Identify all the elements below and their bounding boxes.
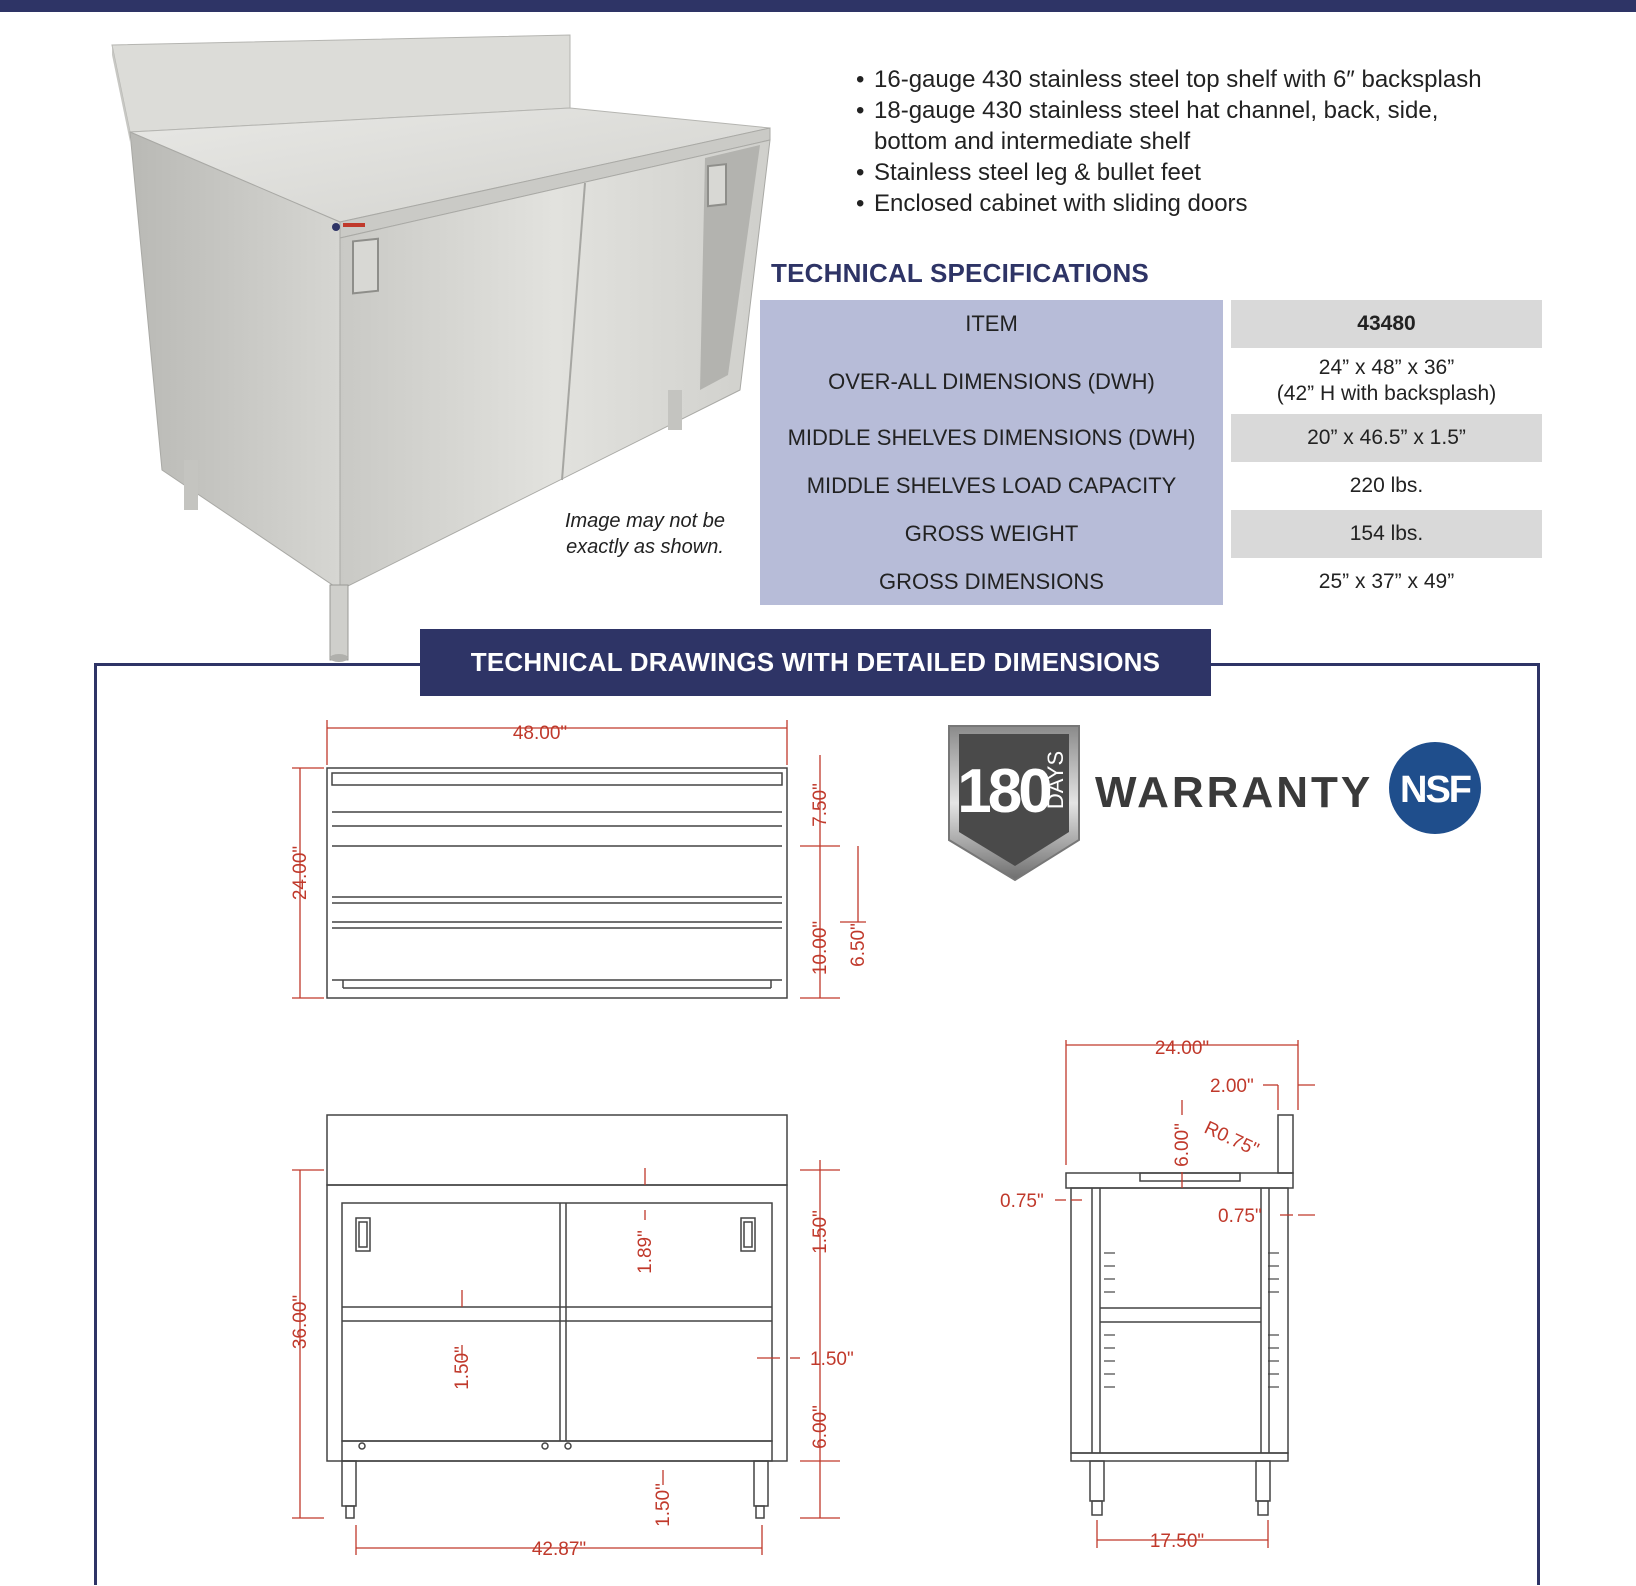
dim-side-depth: 24.00" [1154,1038,1210,1059]
dim-front-side: 1.50" [810,1349,854,1370]
spec-label: GROSS DIMENSIONS [879,569,1104,594]
dim-side-legs: 17.50" [1149,1531,1205,1552]
spec-value-line1: 24” x 48” x 36” [1318,356,1455,379]
feature-text: 18-gauge 430 stainless steel hat channel, back, side, [874,97,1439,124]
dim-top-d1: 7.50" [810,783,831,827]
spec-value: 154 lbs. [1231,510,1542,558]
dim-front-top: 1.50" [810,1210,831,1254]
dim-front-shelf: 1.50" [452,1346,473,1390]
spec-label: GROSS WEIGHT [904,521,1079,546]
dim-top-d3: 6.50" [848,923,869,967]
feature-text: Enclosed cabinet with sliding doors [874,190,1248,217]
spec-value: 220 lbs. [1349,474,1424,497]
spec-value: 25” x 37” x 49” [1318,570,1455,593]
dim-front-handle: 1.89" [635,1230,656,1274]
dim-side-splash-height: 6.00" [1172,1123,1193,1167]
drawings-title: TECHNICAL DRAWINGS WITH DETAILED DIMENSIONS [420,629,1211,696]
dim-top-d2: 10.00" [810,920,831,976]
spec-value-line2: (42” H with backsplash) [1276,382,1497,405]
spec-label: MIDDLE SHELVES DIMENSIONS (DWH) [787,425,1196,450]
warranty-badge [945,720,1505,890]
dim-front-height: 36.00" [290,1294,311,1350]
badge-warranty: WARRANTY [1095,768,1374,817]
badge-days-word: DAYS [1043,750,1068,810]
spec-label: MIDDLE SHELVES LOAD CAPACITY [806,473,1177,498]
dim-top-width: 48.00" [512,723,568,744]
dim-side-splash: 2.00" [1210,1076,1254,1097]
spec-label: OVER-ALL DIMENSIONS (DWH) [828,369,1155,394]
dim-front-foot: 1.50" [653,1483,674,1527]
dim-front-bottom: 6.00" [810,1405,831,1449]
dim-top-depth: 24.00" [290,845,311,901]
feature-text: Stainless steel leg & bullet feet [874,159,1201,186]
spec-value: 20” x 46.5” x 1.5” [1231,414,1542,462]
dim-side-right: 0.75" [1218,1206,1262,1227]
nsf-text: NSF [1400,769,1470,811]
caption-line-1: Image may not be [564,510,726,532]
dim-side-radius: R0.75" [1200,1117,1262,1161]
spec-label: ITEM [965,311,1018,336]
feature-text: 16-gauge 430 stainless steel top shelf with 6″ backsplash [874,66,1482,93]
dim-front-legs: 42.87" [531,1539,587,1560]
badge-days-number: 180 [957,757,1049,826]
feature-text-cont: bottom and intermediate shelf [874,128,1191,155]
spec-value: 43480 [1231,300,1542,348]
spec-title: TECHNICAL SPECIFICATIONS [771,258,1149,288]
dim-side-left: 0.75" [1000,1191,1044,1212]
caption-line-2: exactly as shown. [566,536,724,558]
